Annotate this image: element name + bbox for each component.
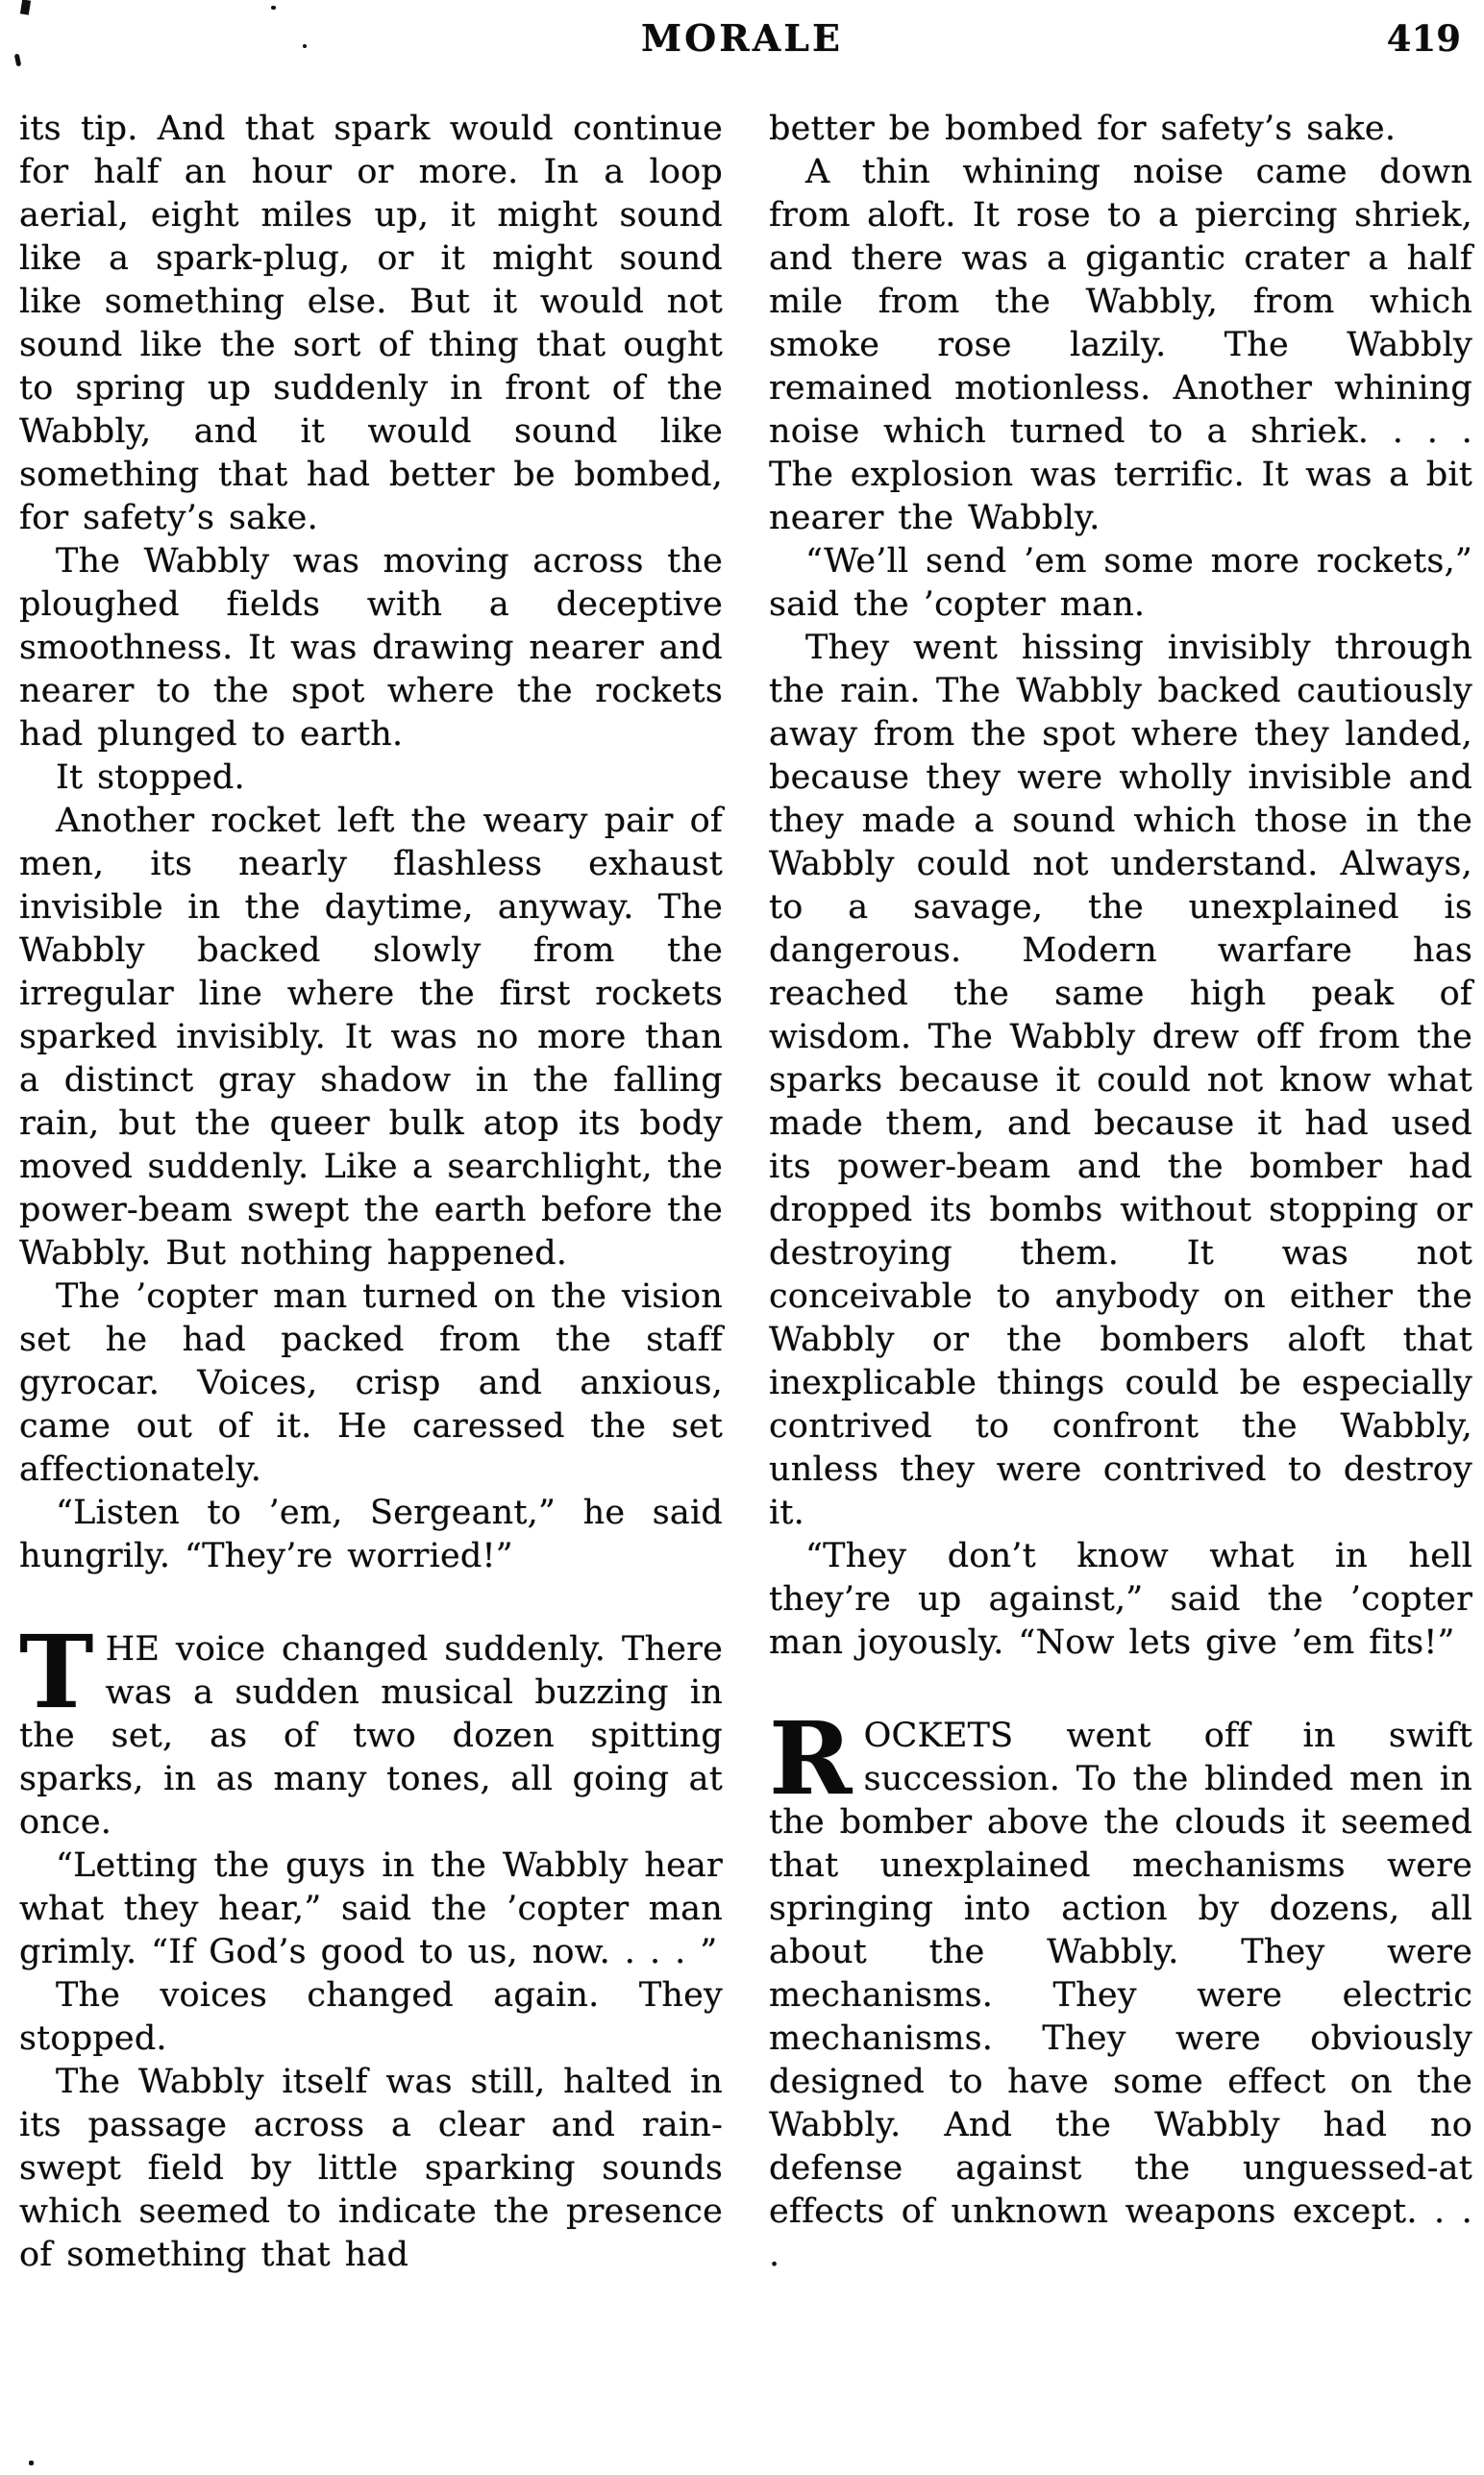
paragraph: The ’copter man turned on the vision set he had packed from the staff gyrocar. Voices, crisp and anxious, came out of it. He caressed the set affectionately.	[19, 1277, 723, 1489]
page-number: 419	[1386, 17, 1461, 60]
paragraph-text: OCKETS went off in swift succession. To the blinded men in the bomber above the clouds it seemed that unexplained mechanisms were springing into action by dozens, all about the Wabbly. They were mechanisms. They were electric mechanisms. They were obviously designed to have some effect on the Wabbly. And the Wabbly had no defense against the unguessed-at effects of unknown weapons except. . . .	[769, 1717, 1472, 2274]
scan-artifact	[271, 6, 276, 10]
paragraph	[19, 1613, 723, 1844]
drop-cap: R	[769, 1699, 853, 1818]
paragraph: The Wabbly itself was still, halted in its passage across a clear and rain-swept field by little sparking sounds which seemed to indicate the presence of something that had	[19, 2063, 723, 2274]
paragraph: “They don’t know what in hell they’re up against,” said the ’copter man joyously. “Now lets give ’em fits!”	[769, 1537, 1472, 1662]
text-columns	[19, 108, 1472, 2277]
paragraph: The Wabbly was moving across the ploughed fields with a deceptive smoothness. It was drawing nearer and nearer to the spot where the rockets had plunged to earth.	[19, 542, 723, 754]
scan-artifact	[29, 2461, 34, 2465]
paragraph: It stopped.	[56, 758, 245, 797]
paragraph-text: HE voice changed suddenly. There was a sudden musical buzzing in the set, as of two dozen spitting sparks, in as many tones, all going at once.	[19, 1630, 723, 1842]
paragraph: Another rocket left the weary pair of men, its nearly flashless exhaust invisible in the daytime, anyway. The Wabbly backed slowly from the irregular line where the first rockets sparked invisibly. It was no more than a distinct gray shadow in the falling rain, but the queer bulk atop its body moved suddenly. Like a searchlight, the power-beam swept the earth before the Wabbly. But nothing happened.	[19, 802, 723, 1273]
paragraph: A thin whining noise came down from aloft. It rose to a piercing shriek, and there was a gigantic crater a half mile from the Wabbly, from which smoke rose lazily. The Wabbly remained motionless. Another whining noise which turned to a shriek. . . . The explosion was terrific. It was a bit nearer the Wabbly.	[769, 153, 1472, 537]
page-header	[0, 17, 1484, 65]
right-column	[769, 108, 1472, 2277]
paragraph: “Letting the guys in the Wabbly hear what they hear,” said the ’copter man grimly. “If God’s good to us, now. . . . ”	[19, 1846, 723, 1971]
paragraph: better be bombed for safety’s sake.	[769, 110, 1397, 148]
left-column	[19, 108, 723, 2277]
drop-cap: T	[19, 1613, 94, 1731]
scan-artifact	[20, 0, 31, 15]
paragraph: “Listen to ’em, Sergeant,” he said hungrily. “They’re worried!”	[19, 1494, 723, 1575]
paragraph: its tip. And that spark would continue for half an hour or more. In a loop aerial, eight miles up, it might sound like a spark-plug, or it might sound like something else. But it would not sound like the sort of thing that ought to spring up suddenly in front of the Wabbly, and it would sound like something that had better be bombed, for safety’s sake.	[19, 110, 723, 537]
paragraph: “We’ll send ’em some more rockets,” said the ’copter man.	[769, 542, 1472, 624]
page-title: MORALE	[641, 16, 843, 60]
paragraph	[769, 1699, 1472, 2277]
paragraph: The voices changed again. They stopped.	[19, 1976, 723, 2058]
paragraph: They went hissing invisibly through the rain. The Wabbly backed cautiously away from the spot where they landed, because they were wholly invisible and they made a sound which those in the Wabbly could not understand. Always, to a savage, the unexplained is dangerous. Modern warfare has reached the same high peak of wisdom. The Wabbly drew off from the sparks because it could not know what made them, and because it had used its power-beam and the bomber had dropped its bombs without stopping or destroying them. It was not conceivable to anybody on either the Wabbly or the bombers aloft that inexplicable things could be especially contrived to confront the Wabbly, unless they were contrived to destroy it.	[769, 629, 1472, 1532]
